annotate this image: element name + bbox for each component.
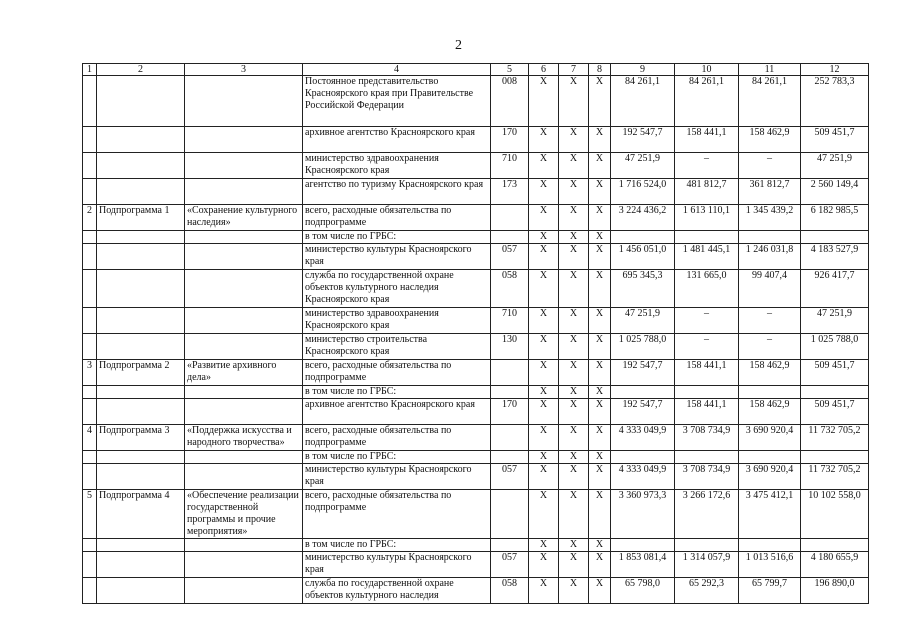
- total-cell: [801, 451, 869, 464]
- amount-cell: 695 345,3: [611, 270, 675, 308]
- program-cell: [97, 127, 185, 153]
- amount-cell: 65 798,0: [611, 578, 675, 604]
- amount-cell: 65 799,7: [739, 578, 801, 604]
- column-header: 2: [97, 64, 185, 76]
- x-cell: Х: [559, 552, 589, 578]
- amount-cell: [675, 451, 739, 464]
- program-title-cell: «Поддержка искусства и народного творчества»: [185, 425, 303, 451]
- x-cell: Х: [559, 270, 589, 308]
- row-number-cell: 5: [83, 490, 97, 539]
- grbs-code-cell: [491, 539, 529, 552]
- column-header: 6: [529, 64, 559, 76]
- x-cell: Х: [559, 578, 589, 604]
- x-cell: Х: [589, 399, 611, 425]
- table-row: [83, 76, 869, 127]
- x-cell: Х: [529, 179, 559, 205]
- grbs-code-cell: 710: [491, 308, 529, 334]
- program-cell: [97, 578, 185, 604]
- column-header: 4: [303, 64, 491, 76]
- table-row: [83, 552, 869, 578]
- x-cell: Х: [589, 386, 611, 399]
- x-cell: Х: [589, 127, 611, 153]
- grbs-code-cell: 057: [491, 464, 529, 490]
- amount-cell: 158 441,1: [675, 360, 739, 386]
- total-cell: 926 417,7: [801, 270, 869, 308]
- table-row: [83, 490, 869, 539]
- amount-cell: [611, 231, 675, 244]
- program-cell: Подпрограмма 3: [97, 425, 185, 451]
- amount-cell: [739, 231, 801, 244]
- x-cell: Х: [529, 153, 559, 179]
- grbs-code-cell: 170: [491, 127, 529, 153]
- table-row: [83, 231, 869, 244]
- x-cell: Х: [589, 451, 611, 464]
- total-cell: 509 451,7: [801, 360, 869, 386]
- program-title-cell: [185, 308, 303, 334]
- x-cell: Х: [589, 360, 611, 386]
- x-cell: Х: [559, 539, 589, 552]
- table-row: [83, 464, 869, 490]
- amount-cell: 1 716 524,0: [611, 179, 675, 205]
- column-header: 7: [559, 64, 589, 76]
- total-cell: [801, 386, 869, 399]
- table-row: [83, 308, 869, 334]
- total-cell: 47 251,9: [801, 153, 869, 179]
- amount-cell: 1 246 031,8: [739, 244, 801, 270]
- x-cell: Х: [529, 425, 559, 451]
- x-cell: Х: [529, 578, 559, 604]
- total-cell: [801, 231, 869, 244]
- amount-cell: 3 360 973,3: [611, 490, 675, 539]
- amount-cell: –: [739, 334, 801, 360]
- column-header: 5: [491, 64, 529, 76]
- amount-cell: 1 314 057,9: [675, 552, 739, 578]
- x-cell: Х: [589, 205, 611, 231]
- x-cell: Х: [559, 127, 589, 153]
- amount-cell: 158 462,9: [739, 360, 801, 386]
- program-title-cell: [185, 539, 303, 552]
- program-title-cell: [185, 386, 303, 399]
- x-cell: Х: [529, 464, 559, 490]
- amount-cell: 158 441,1: [675, 399, 739, 425]
- amount-cell: 3 708 734,9: [675, 425, 739, 451]
- grbs-code-cell: 057: [491, 552, 529, 578]
- amount-cell: 3 475 412,1: [739, 490, 801, 539]
- column-header: 11: [739, 64, 801, 76]
- description-cell: всего, расходные обязательства по подпрограмме: [303, 360, 491, 386]
- total-cell: 509 451,7: [801, 127, 869, 153]
- x-cell: Х: [559, 386, 589, 399]
- row-number-cell: [83, 231, 97, 244]
- amount-cell: 3 224 436,2: [611, 205, 675, 231]
- amount-cell: [675, 386, 739, 399]
- program-cell: Подпрограмма 1: [97, 205, 185, 231]
- amount-cell: 1 613 110,1: [675, 205, 739, 231]
- column-header: 12: [801, 64, 869, 76]
- amount-cell: 158 462,9: [739, 127, 801, 153]
- grbs-code-cell: 057: [491, 244, 529, 270]
- amount-cell: –: [675, 308, 739, 334]
- x-cell: Х: [559, 308, 589, 334]
- description-cell: всего, расходные обязательства по подпрограмме: [303, 490, 491, 539]
- x-cell: Х: [589, 179, 611, 205]
- table-row: [83, 270, 869, 308]
- x-cell: Х: [589, 231, 611, 244]
- x-cell: Х: [529, 399, 559, 425]
- row-number-cell: [83, 386, 97, 399]
- page-number: 2: [455, 38, 462, 53]
- description-cell: министерство здравоохранения Красноярского края: [303, 153, 491, 179]
- x-cell: Х: [529, 76, 559, 127]
- program-cell: [97, 153, 185, 179]
- total-cell: 196 890,0: [801, 578, 869, 604]
- table-row: [83, 539, 869, 552]
- grbs-code-cell: [491, 360, 529, 386]
- amount-cell: 3 708 734,9: [675, 464, 739, 490]
- grbs-code-cell: [491, 205, 529, 231]
- amount-cell: 47 251,9: [611, 153, 675, 179]
- x-cell: Х: [559, 205, 589, 231]
- x-cell: Х: [589, 425, 611, 451]
- x-cell: Х: [529, 270, 559, 308]
- program-title-cell: [185, 270, 303, 308]
- grbs-code-cell: 058: [491, 578, 529, 604]
- program-cell: [97, 308, 185, 334]
- amount-cell: [739, 539, 801, 552]
- x-cell: Х: [589, 270, 611, 308]
- description-cell: архивное агентство Красноярского края: [303, 399, 491, 425]
- x-cell: Х: [559, 451, 589, 464]
- amount-cell: 131 665,0: [675, 270, 739, 308]
- amount-cell: 1 025 788,0: [611, 334, 675, 360]
- grbs-code-cell: 130: [491, 334, 529, 360]
- amount-cell: 84 261,1: [739, 76, 801, 127]
- budget-table: [82, 63, 869, 604]
- description-cell: в том числе по ГРБС:: [303, 231, 491, 244]
- total-cell: 6 182 985,5: [801, 205, 869, 231]
- x-cell: Х: [529, 552, 559, 578]
- amount-cell: 1 456 051,0: [611, 244, 675, 270]
- x-cell: Х: [589, 539, 611, 552]
- row-number-cell: [83, 539, 97, 552]
- table-row: [83, 386, 869, 399]
- table-row: [83, 578, 869, 604]
- program-cell: [97, 464, 185, 490]
- table-row: [83, 205, 869, 231]
- amount-cell: [739, 386, 801, 399]
- row-number-cell: [83, 179, 97, 205]
- row-number-cell: [83, 308, 97, 334]
- total-cell: [801, 539, 869, 552]
- program-title-cell: [185, 153, 303, 179]
- program-title-cell: «Развитие архивного дела»: [185, 360, 303, 386]
- amount-cell: 99 407,4: [739, 270, 801, 308]
- program-cell: [97, 334, 185, 360]
- amount-cell: [675, 539, 739, 552]
- column-header: 3: [185, 64, 303, 76]
- total-cell: 47 251,9: [801, 308, 869, 334]
- amount-cell: –: [675, 153, 739, 179]
- amount-cell: 192 547,7: [611, 360, 675, 386]
- x-cell: Х: [529, 244, 559, 270]
- amount-cell: 65 292,3: [675, 578, 739, 604]
- amount-cell: 3 266 172,6: [675, 490, 739, 539]
- program-title-cell: [185, 464, 303, 490]
- amount-cell: 3 690 920,4: [739, 464, 801, 490]
- x-cell: Х: [589, 578, 611, 604]
- program-title-cell: [185, 76, 303, 127]
- x-cell: Х: [559, 334, 589, 360]
- x-cell: Х: [589, 464, 611, 490]
- x-cell: Х: [559, 399, 589, 425]
- amount-cell: 84 261,1: [611, 76, 675, 127]
- program-cell: [97, 552, 185, 578]
- program-title-cell: [185, 451, 303, 464]
- program-cell: [97, 76, 185, 127]
- x-cell: Х: [559, 153, 589, 179]
- program-title-cell: [185, 244, 303, 270]
- x-cell: Х: [559, 231, 589, 244]
- row-number-cell: 3: [83, 360, 97, 386]
- program-cell: [97, 179, 185, 205]
- x-cell: Х: [589, 244, 611, 270]
- x-cell: Х: [529, 490, 559, 539]
- total-cell: 11 732 705,2: [801, 464, 869, 490]
- amount-cell: [611, 451, 675, 464]
- row-number-cell: [83, 464, 97, 490]
- x-cell: Х: [529, 360, 559, 386]
- table-header-row: [83, 64, 869, 76]
- amount-cell: 47 251,9: [611, 308, 675, 334]
- x-cell: Х: [559, 179, 589, 205]
- row-number-cell: 2: [83, 205, 97, 231]
- grbs-code-cell: [491, 490, 529, 539]
- description-cell: Постоянное представительство Красноярского края при Правительстве Российской Федерации: [303, 76, 491, 127]
- program-title-cell: «Обеспечение реализации государственной программы и прочие мероприятия»: [185, 490, 303, 539]
- x-cell: Х: [559, 464, 589, 490]
- description-cell: министерство культуры Красноярского края: [303, 464, 491, 490]
- description-cell: архивное агентство Красноярского края: [303, 127, 491, 153]
- description-cell: в том числе по ГРБС:: [303, 451, 491, 464]
- table-row: [83, 334, 869, 360]
- amount-cell: –: [739, 308, 801, 334]
- table-row: [83, 451, 869, 464]
- row-number-cell: [83, 334, 97, 360]
- column-header: 10: [675, 64, 739, 76]
- x-cell: Х: [529, 308, 559, 334]
- x-cell: Х: [559, 76, 589, 127]
- x-cell: Х: [589, 490, 611, 539]
- grbs-code-cell: 173: [491, 179, 529, 205]
- x-cell: Х: [589, 308, 611, 334]
- program-title-cell: [185, 552, 303, 578]
- amount-cell: 1 853 081,4: [611, 552, 675, 578]
- x-cell: Х: [589, 76, 611, 127]
- x-cell: Х: [559, 244, 589, 270]
- amount-cell: 192 547,7: [611, 399, 675, 425]
- table-row: [83, 179, 869, 205]
- amount-cell: 158 441,1: [675, 127, 739, 153]
- description-cell: всего, расходные обязательства по подпрограмме: [303, 205, 491, 231]
- grbs-code-cell: 710: [491, 153, 529, 179]
- amount-cell: 158 462,9: [739, 399, 801, 425]
- total-cell: 4 180 655,9: [801, 552, 869, 578]
- column-header: 9: [611, 64, 675, 76]
- table-row: [83, 399, 869, 425]
- grbs-code-cell: 170: [491, 399, 529, 425]
- total-cell: 4 183 527,9: [801, 244, 869, 270]
- row-number-cell: 4: [83, 425, 97, 451]
- column-header: 8: [589, 64, 611, 76]
- description-cell: министерство культуры Красноярского края: [303, 244, 491, 270]
- table-row: [83, 153, 869, 179]
- table-row: [83, 425, 869, 451]
- x-cell: Х: [529, 451, 559, 464]
- amount-cell: 481 812,7: [675, 179, 739, 205]
- description-cell: министерство культуры Красноярского края: [303, 552, 491, 578]
- description-cell: служба по государственной охране объектов культурного наследия Красноярского края: [303, 270, 491, 308]
- program-cell: [97, 399, 185, 425]
- amount-cell: 4 333 049,9: [611, 464, 675, 490]
- amount-cell: [611, 386, 675, 399]
- program-cell: [97, 231, 185, 244]
- row-number-cell: [83, 153, 97, 179]
- total-cell: 1 025 788,0: [801, 334, 869, 360]
- x-cell: Х: [529, 205, 559, 231]
- program-cell: [97, 386, 185, 399]
- program-title-cell: «Сохранение культурного наследия»: [185, 205, 303, 231]
- program-cell: [97, 244, 185, 270]
- program-title-cell: [185, 179, 303, 205]
- grbs-code-cell: [491, 386, 529, 399]
- row-number-cell: [83, 127, 97, 153]
- x-cell: Х: [529, 334, 559, 360]
- x-cell: Х: [529, 386, 559, 399]
- column-header: 1: [83, 64, 97, 76]
- row-number-cell: [83, 399, 97, 425]
- amount-cell: 361 812,7: [739, 179, 801, 205]
- x-cell: Х: [559, 425, 589, 451]
- row-number-cell: [83, 578, 97, 604]
- x-cell: Х: [559, 360, 589, 386]
- total-cell: 10 102 558,0: [801, 490, 869, 539]
- amount-cell: –: [675, 334, 739, 360]
- x-cell: Х: [589, 153, 611, 179]
- amount-cell: 3 690 920,4: [739, 425, 801, 451]
- x-cell: Х: [589, 334, 611, 360]
- description-cell: служба по государственной охране объектов культурного наследия: [303, 578, 491, 604]
- row-number-cell: [83, 552, 97, 578]
- program-title-cell: [185, 399, 303, 425]
- program-title-cell: [185, 127, 303, 153]
- description-cell: всего, расходные обязательства по подпрограмме: [303, 425, 491, 451]
- x-cell: Х: [529, 127, 559, 153]
- program-cell: [97, 539, 185, 552]
- description-cell: в том числе по ГРБС:: [303, 539, 491, 552]
- row-number-cell: [83, 270, 97, 308]
- description-cell: министерство здравоохранения Красноярского края: [303, 308, 491, 334]
- x-cell: Х: [559, 490, 589, 539]
- amount-cell: [611, 539, 675, 552]
- program-title-cell: [185, 334, 303, 360]
- amount-cell: 1 481 445,1: [675, 244, 739, 270]
- program-cell: [97, 270, 185, 308]
- program-cell: [97, 451, 185, 464]
- program-title-cell: [185, 578, 303, 604]
- total-cell: 2 560 149,4: [801, 179, 869, 205]
- x-cell: Х: [529, 231, 559, 244]
- amount-cell: 1 345 439,2: [739, 205, 801, 231]
- row-number-cell: [83, 76, 97, 127]
- row-number-cell: [83, 451, 97, 464]
- table-row: [83, 127, 869, 153]
- amount-cell: 84 261,1: [675, 76, 739, 127]
- total-cell: 509 451,7: [801, 399, 869, 425]
- amount-cell: 192 547,7: [611, 127, 675, 153]
- description-cell: в том числе по ГРБС:: [303, 386, 491, 399]
- program-cell: Подпрограмма 2: [97, 360, 185, 386]
- amount-cell: 1 013 516,6: [739, 552, 801, 578]
- total-cell: 252 783,3: [801, 76, 869, 127]
- grbs-code-cell: [491, 425, 529, 451]
- total-cell: 11 732 705,2: [801, 425, 869, 451]
- x-cell: Х: [589, 552, 611, 578]
- description-cell: агентство по туризму Красноярского края: [303, 179, 491, 205]
- amount-cell: [739, 451, 801, 464]
- table-row: [83, 360, 869, 386]
- program-title-cell: [185, 231, 303, 244]
- amount-cell: –: [739, 153, 801, 179]
- x-cell: Х: [529, 539, 559, 552]
- amount-cell: 4 333 049,9: [611, 425, 675, 451]
- grbs-code-cell: [491, 231, 529, 244]
- grbs-code-cell: 008: [491, 76, 529, 127]
- amount-cell: [675, 231, 739, 244]
- row-number-cell: [83, 244, 97, 270]
- description-cell: министерство строительства Красноярского края: [303, 334, 491, 360]
- grbs-code-cell: 058: [491, 270, 529, 308]
- table-row: [83, 244, 869, 270]
- grbs-code-cell: [491, 451, 529, 464]
- program-cell: Подпрограмма 4: [97, 490, 185, 539]
